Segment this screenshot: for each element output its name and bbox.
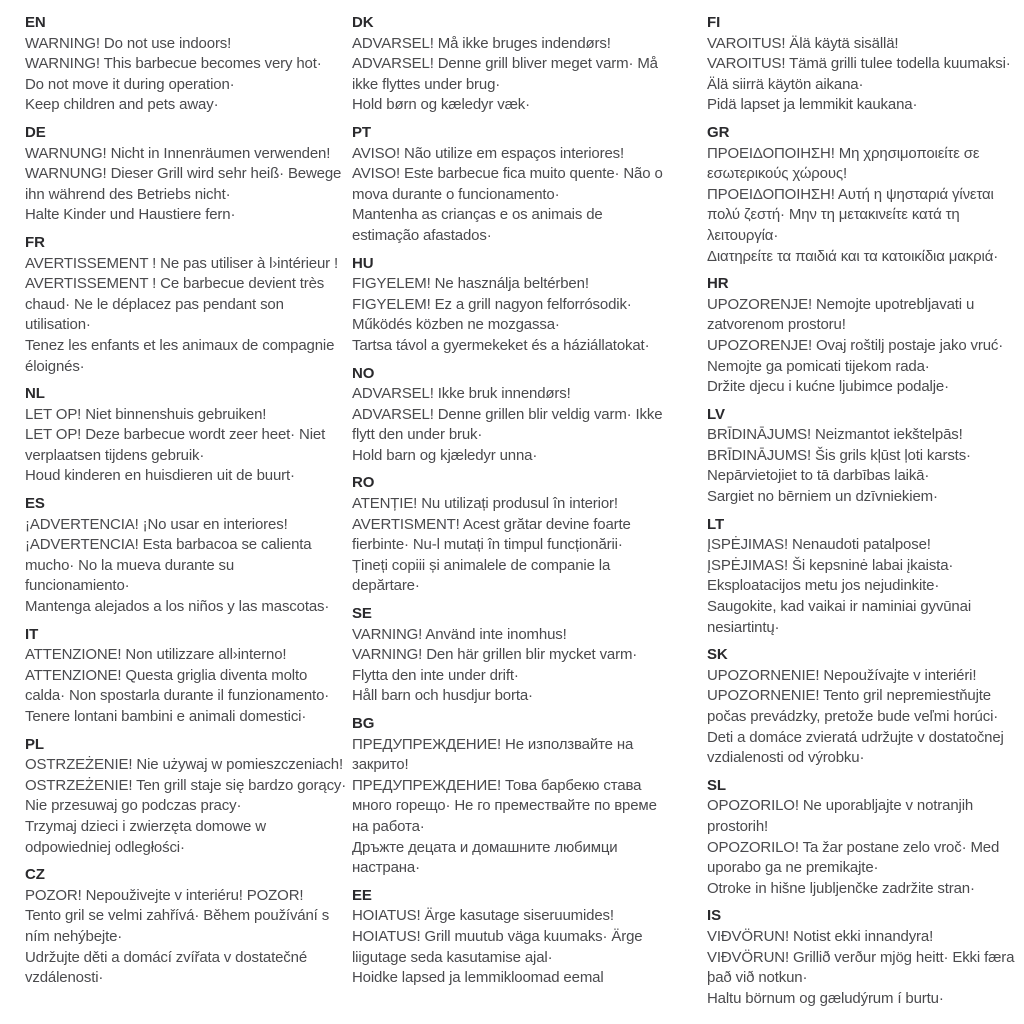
warning-text-line: Držite djecu i kućne ljubimce podalje· — [707, 378, 949, 396]
language-code-label: PL — [25, 735, 44, 753]
language-code-label: FI — [707, 14, 721, 31]
warning-text-line: funcionamiento· — [25, 577, 130, 595]
warning-text-line: HOIATUS! Grill muutub väga kuumaks· Ärge — [352, 927, 643, 945]
warning-text-line: ¡ADVERTENCIA! Esta barbacoa se calienta — [25, 536, 312, 554]
warning-text-line: UPOZORNENIE! Tento gril nepremiestňujte — [707, 687, 991, 705]
warning-text-line: Mantenga alejados a los niños y las mascotas· — [25, 598, 330, 616]
language-code-label: DE — [25, 123, 46, 141]
language-section-bg — [352, 714, 704, 879]
language-section-de — [25, 123, 351, 226]
warning-text-line: WARNING! Do not use indoors! — [25, 34, 232, 52]
warning-text-line: odpowiedniej odległości· — [25, 838, 185, 856]
language-section-no — [352, 364, 704, 467]
language-code-label: IS — [707, 907, 721, 925]
language-section-is — [707, 906, 1023, 1009]
language-code-label: SK — [707, 646, 728, 664]
warning-text-line: VARNING! Den här grillen blir mycket varm· — [352, 646, 638, 664]
warning-text-line: ADVARSEL! Må ikke bruges indendørs! — [352, 34, 611, 52]
language-section-ro — [352, 473, 704, 597]
warning-text-line: VARNING! Använd inte inomhus! — [352, 625, 567, 643]
language-code-label: FR — [25, 233, 45, 251]
warning-text-line: ADVARSEL! Denne grillen blir veldig varm· Ikke — [352, 405, 663, 423]
language-section-gr — [707, 123, 1023, 267]
warning-text-line: Nepārvietojiet to tā darbības laikā· — [707, 467, 930, 485]
warning-text-line: VAROITUS! Tämä grilli tulee todella kuumaksi· — [707, 55, 1011, 73]
warning-text-line: Hoidke lapsed ja lemmikloomad eemal — [352, 969, 604, 987]
language-section-fr — [25, 233, 351, 377]
warning-text-line: počas prevádzky, pretože bude veľmi horúci· — [707, 708, 999, 725]
warning-text-line: VIÐVÖRUN! Notist ekki innandyra! — [707, 927, 934, 945]
language-section-sk — [707, 645, 1023, 769]
warning-text-line: Flytta den inte under drift· — [352, 666, 519, 684]
warning-text-line: LET OP! Deze barbecue wordt zeer heet· Niet — [25, 426, 326, 444]
language-code-label: BG — [352, 715, 375, 732]
language-section-fi — [707, 13, 1023, 116]
warning-text-line: Дръжте децата и домашните любимци — [352, 838, 618, 856]
language-code-label: HR — [707, 275, 729, 293]
language-code-label: ES — [25, 495, 45, 513]
warning-text-line: ikke flyttes under brug· — [352, 75, 501, 93]
warning-text-line: OPOZORILO! Ta žar postane zelo vroč· Med — [707, 838, 1000, 856]
warning-text-line: fierbinte· Nu-l mutați în timpul funcționării· — [352, 536, 623, 554]
warning-text-line: HOIATUS! Ärge kasutage siseruumides! — [352, 907, 614, 925]
warning-text-line: Trzymaj dzieci i zwierzęta domowe w — [25, 817, 266, 835]
warning-text-line: ním nehýbejte· — [25, 927, 123, 945]
warning-text-line: vzdialenosti od výrobku· — [707, 749, 865, 767]
warning-text-line: vzdálenosti· — [25, 969, 104, 987]
language-code-label: RO — [352, 474, 375, 492]
warning-text-line: Sargiet no bērniem un dzīvniekiem· — [707, 488, 938, 506]
language-section-ee — [352, 886, 704, 989]
warning-text-line: AVERTISSEMENT ! Ne pas utiliser à l›intérieur ! — [25, 254, 339, 272]
warning-text-line: πολύ ζεστή· Μην τη μετακινείτε κατά τη — [707, 206, 960, 224]
warning-text-line: AVISO! Não utilize em espaços interiores! — [352, 144, 625, 162]
warning-text-line: Eksploatacijos metu jos nejudinkite· — [707, 577, 940, 595]
warning-text-line: много горещо· Не го премествайте по време — [352, 797, 657, 815]
warning-text-line: Tartsa távol a gyermekeket és a háziállatokat· — [352, 336, 650, 354]
warning-text-line: UPOZORNENIE! Nepoužívajte v interiéri! — [707, 666, 977, 684]
warning-text-line: Tento gril se velmi zahřívá· Během používání s — [25, 907, 330, 925]
warning-text-line: LET OP! Niet binnenshuis gebruiken! — [25, 405, 267, 423]
language-section-es — [25, 494, 351, 618]
warning-text-line: Működés közben ne mozgassa· — [352, 316, 560, 334]
warning-text-line: ПРЕДУПРЕЖДЕНИЕ! Това барбекю става — [352, 776, 642, 794]
warning-text-line: FIGYELEM! Ez a grill nagyon felforrósodik· — [352, 295, 632, 313]
warning-text-line: Tenez les enfants et les animaux de compagnie — [25, 336, 335, 354]
warning-text-line: OSTRZEŻENIE! Nie używaj w pomieszczeniach! — [25, 756, 343, 774]
warning-text-line: ¡ADVERTENCIA! ¡No usar en interiores! — [25, 515, 288, 533]
language-code-label: EE — [352, 886, 372, 904]
warning-text-line: AVERTISSEMENT ! Ce barbecue devient très — [25, 275, 325, 293]
language-code-label: DK — [352, 14, 374, 31]
warning-text-line: zatvorenom prostoru! — [707, 316, 846, 334]
warning-text-line: liigutage seda kasutamise ajal· — [352, 948, 553, 966]
warning-text-line: ATENȚIE! Nu utilizați produsul în interior! — [352, 495, 618, 513]
warning-text-line: Nie przesuwaj go podczas pracy· — [25, 797, 242, 815]
warning-text-line: VIÐVÖRUN! Grillið verður mjög heitt· Ekki færa — [707, 948, 1015, 966]
warning-text-line: uporabo ga ne premikajte· — [707, 859, 879, 877]
warning-text-line: chaud· Ne le déplacez pas pendant son — [25, 295, 284, 313]
warning-text-line: Houd kinderen en huisdieren uit de buurt· — [25, 467, 295, 485]
warning-column-right — [707, 13, 1023, 1016]
language-section-hu — [352, 254, 704, 357]
warning-text-line: AVISO! Este barbecue fica muito quente· Não o — [352, 165, 663, 183]
language-code-label: PT — [352, 123, 371, 141]
warning-text-line: WARNUNG! Nicht in Innenräumen verwenden! — [25, 144, 331, 162]
warning-text-line: depărtare· — [352, 577, 420, 595]
language-section-lv — [707, 405, 1023, 508]
warning-text-line: mucho· No la mueva durante su — [25, 556, 235, 574]
warning-text-line: OPOZORILO! Ne uporabljajte v notranjih — [707, 797, 974, 815]
language-code-label: SE — [352, 605, 372, 623]
warning-column-middle — [352, 13, 704, 996]
warning-text-line: Älä siirrä käytön aikana· — [707, 75, 864, 93]
language-section-cz — [25, 865, 351, 989]
language-section-pl — [25, 735, 351, 859]
warning-text-line: Mantenha as crianças e os animais de — [352, 206, 603, 224]
warning-text-line: на работа· — [352, 817, 425, 835]
warning-text-line: BRĪDINĀJUMS! Neizmantot iekštelpās! — [707, 426, 963, 444]
language-section-en — [25, 13, 351, 116]
warning-text-line: Do not move it during operation· — [25, 75, 235, 93]
language-section-dk — [352, 13, 704, 116]
warning-text-line: POZOR! Nepouživejte v interiéru! POZOR! — [25, 886, 304, 904]
language-section-lt — [707, 515, 1023, 639]
warning-text-line: ĮSPĖJIMAS! Ši kepsninė labai įkaista· — [707, 556, 954, 574]
warning-text-line: UPOZORENJE! Nemojte upotrebljavati u — [707, 295, 975, 313]
language-section-se — [352, 604, 704, 707]
language-code-label: SL — [707, 776, 726, 794]
warning-text-line: Deti a domáce zvieratá udržujte v dostatočnej — [707, 728, 1004, 746]
warning-text-line: Otroke in hišne ljubljenčke zadržite stran· — [707, 879, 975, 897]
warning-text-line: ПРЕДУПРЕЖДЕНИЕ! Не използвайте на — [352, 735, 634, 753]
warning-text-line: calda· Non spostarla durante il funzionamento· — [25, 687, 330, 705]
warning-text-line: WARNING! This barbecue becomes very hot· — [25, 55, 322, 73]
warning-text-line: mova durante o funcionamento· — [352, 185, 560, 203]
warning-text-line: Pidä lapset ja lemmikit kaukana· — [707, 96, 918, 114]
language-section-pt — [352, 123, 704, 247]
warning-text-line: estimação afastados· — [352, 226, 492, 244]
language-section-it — [25, 625, 351, 728]
warning-text-line: utilisation· — [25, 316, 91, 334]
warning-column-left — [25, 13, 351, 996]
language-code-label: NL — [25, 385, 45, 403]
warning-text-line: ĮSPĖJIMAS! Nenaudoti patalpose! — [707, 536, 931, 554]
warning-text-line: настрана· — [352, 859, 420, 877]
warning-text-line: ATTENZIONE! Non utilizzare all›interno! — [25, 646, 287, 664]
warning-text-line: ATTENZIONE! Questa griglia diventa molto — [25, 666, 308, 684]
language-code-label: LV — [707, 405, 725, 423]
warning-text-line: ihn während des Betriebs nicht· — [25, 185, 231, 203]
language-code-label: HU — [352, 254, 374, 272]
language-code-label: NO — [352, 364, 375, 382]
warning-text-line: εσωτερικούς χώρους! — [707, 165, 847, 183]
language-section-nl — [25, 384, 351, 487]
language-code-label: CZ — [25, 866, 45, 884]
warning-text-line: Hold barn og kjæledyr unna· — [352, 446, 538, 464]
warning-text-line: prostorih! — [707, 817, 769, 835]
language-code-label: GR — [707, 123, 730, 141]
warning-text-line: VAROITUS! Älä käytä sisällä! — [707, 34, 899, 52]
warning-text-line: OSTRZEŻENIE! Ten grill staje się bardzo gorący· — [25, 776, 347, 794]
warning-text-line: AVERTISMENT! Acest grătar devine foarte — [352, 515, 631, 533]
warning-text-line: BRĪDINĀJUMS! Šis grils kļūst ļoti karsts· — [707, 446, 971, 464]
warning-text-line: ADVARSEL! Denne grill bliver meget varm· Må — [352, 55, 658, 73]
warning-text-line: FIGYELEM! Ne használja beltérben! — [352, 275, 589, 293]
warning-text-line: Tenere lontani bambini e animali domestici· — [25, 708, 307, 725]
warning-text-line: Saugokite, kad vaikai ir naminiai gyvūnai — [707, 598, 971, 616]
warning-text-line: Halte Kinder und Haustiere fern· — [25, 206, 236, 224]
warning-text-line: nesiartintų· — [707, 618, 780, 636]
warning-text-line: það við notkun· — [707, 969, 808, 987]
warning-text-line: verplaatsen tijdens gebruik· — [25, 446, 205, 464]
warning-text-line: UPOZORENJE! Ovaj roštilj postaje jako vruć· — [707, 336, 1004, 354]
warning-text-line: Håll barn och husdjur borta· — [352, 687, 533, 705]
language-code-label: IT — [25, 625, 39, 643]
warning-text-line: Nemojte ga pomicati tijekom rada· — [707, 357, 930, 375]
warning-text-line: Țineți copiii și animalele de companie la — [352, 556, 611, 574]
warning-text-line: ΠΡΟΕΙΔΟΠΟΙΗΣΗ! Αυτή η ψησταριά γίνεται — [707, 185, 994, 203]
language-code-label: LT — [707, 515, 725, 533]
language-code-label: EN — [25, 14, 46, 31]
warning-text-line: закрито! — [352, 756, 409, 774]
warning-text-line: ΠΡΟΕΙΔΟΠΟΙΗΣΗ! Μη χρησιμοποιείτε σε — [707, 144, 980, 162]
warning-text-line: éloignés· — [25, 357, 85, 375]
warning-text-line: flytt den under bruk· — [352, 426, 483, 444]
language-section-sl — [707, 776, 1023, 900]
warning-text-line: Keep children and pets away· — [25, 96, 219, 114]
warning-text-line: WARNUNG! Dieser Grill wird sehr heiß· Bewege — [25, 165, 342, 183]
warning-text-line: λειτουργία· — [707, 226, 779, 244]
warning-text-line: Hold børn og kæledyr væk· — [352, 96, 530, 114]
warning-text-line: Udržujte děti a domácí zvířata v dostatečné — [25, 948, 308, 966]
warning-text-line: ADVARSEL! Ikke bruk innendørs! — [352, 385, 571, 403]
warning-text-line: Διατηρείτε τα παιδιά και τα κατοικίδια μακριά· — [707, 247, 999, 265]
warning-text-line: Haltu börnum og gæludýrum í burtu· — [707, 989, 944, 1007]
language-section-hr — [707, 274, 1023, 398]
